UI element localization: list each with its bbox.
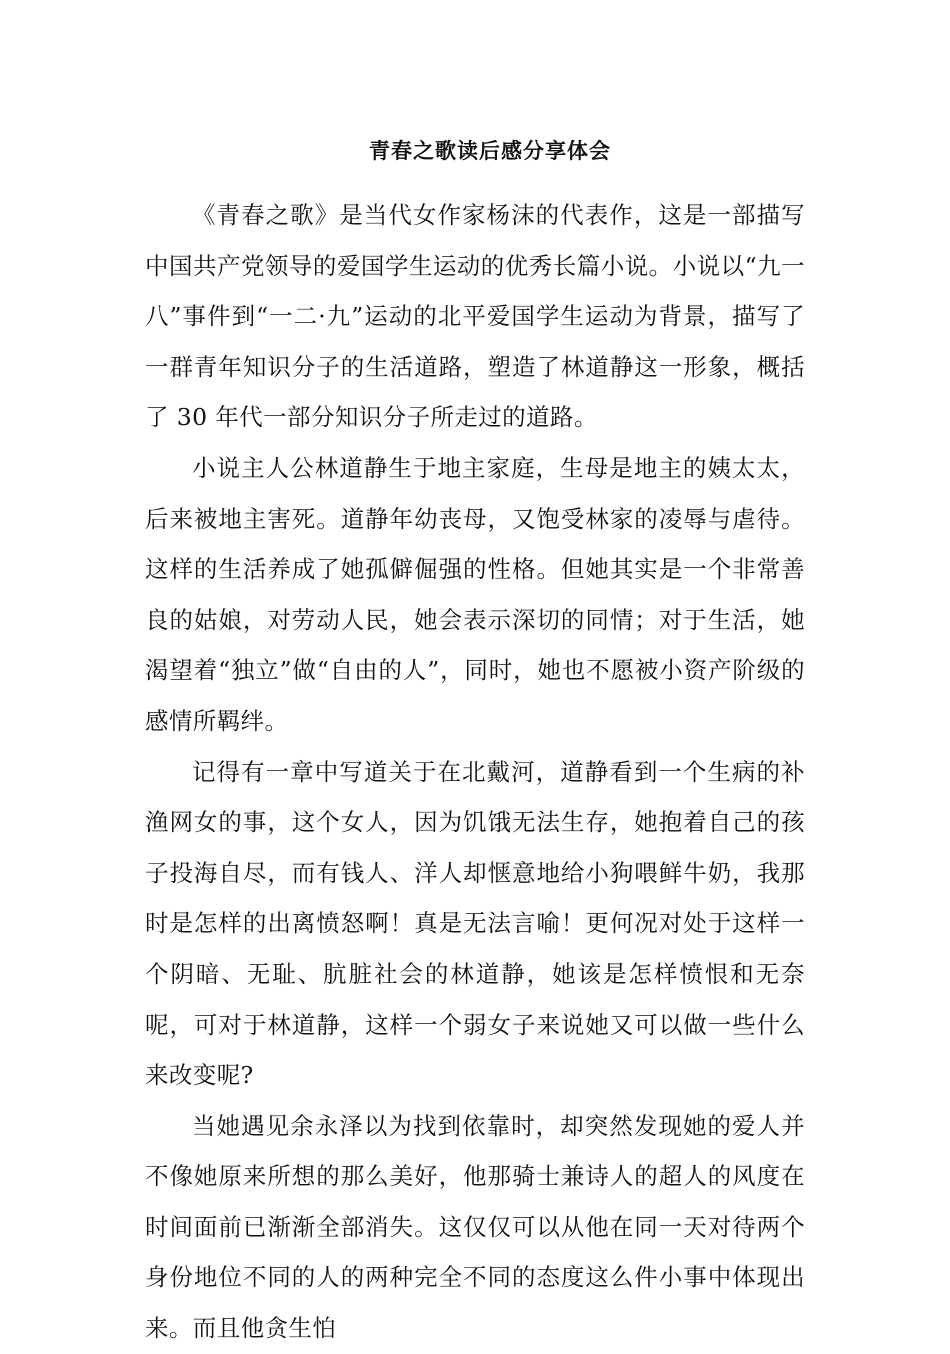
paragraph-4: 当她遇见余永泽以为找到依靠时，却突然发现她的爱人并不像她原来所想的那么美好，他那骑士兼诗人的超人的风度在时间面前已渐渐全部消失。这仅仅可以从他在同一天对待两个身份地位不同的人的两种完全不同的态度这么件小事中体现出来。而且他贪生怕	[145, 1111, 805, 1343]
document-body	[145, 190, 805, 1354]
paragraph-3: 记得有一章中写道关于在北戴河，道静看到一个生病的补渔网女的事，这个女人，因为饥饿无法生存，她抱着自己的孩子投海自尽，而有钱人、洋人却惬意地给小狗喂鲜牛奶，我那时是怎样的出离愤怒啊！真是无法言喻！更何况对处于这样一个阴暗、无耻、肮脏社会的林道静，她该是怎样愤恨和无奈呢，可对于林道静，这样一个弱女子来说她又可以做一些什么来改变呢?	[145, 757, 805, 1090]
paragraph-2: 小说主人公林道静生于地主家庭，生母是地主的姨太太，后来被地主害死。道静年幼丧母，又饱受林家的凌辱与虐待。这样的生活养成了她孤僻倔强的性格。但她其实是一个非常善良的姑娘，对劳动人民，她会表示深切的同情；对于生活，她渴望着“独立”做“自由的人”，同时，她也不愿被小资产阶级的感情所羁绊。	[145, 453, 805, 735]
paragraph-1: 《青春之歌》是当代女作家杨沫的代表作，这是一部描写中国共产党领导的爱国学生运动的优秀长篇小说。小说以“九一八”事件到“一二·九”运动的北平爱国学生运动为背景，描写了一群青年知识分子的生活道路，塑造了林道静这一形象，概括了 30 年代一部分知识分子所走过的道路。	[145, 201, 805, 432]
document-title: 青春之歌读后感分享体会	[369, 138, 611, 163]
